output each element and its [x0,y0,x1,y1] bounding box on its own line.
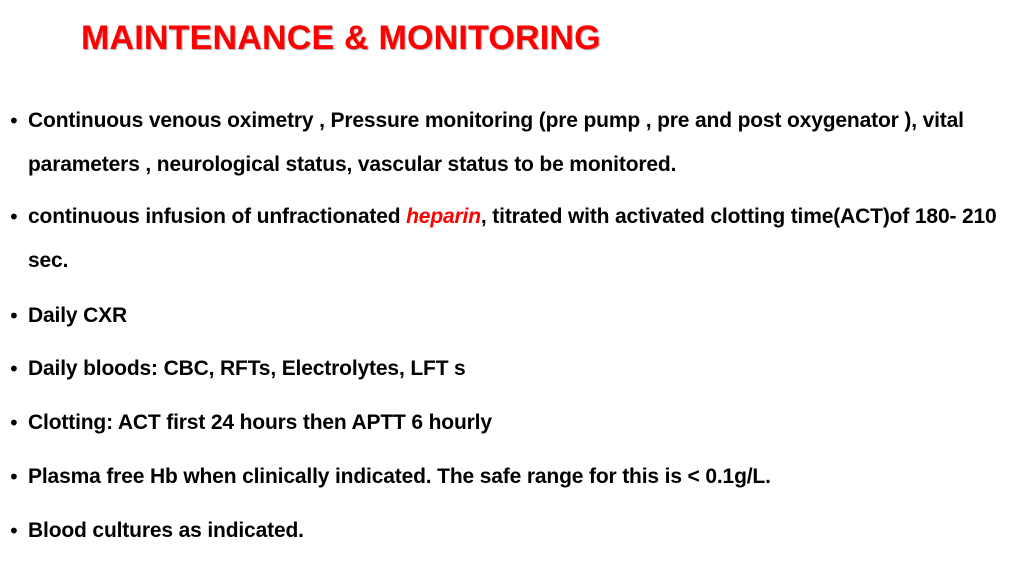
bullet-text: Continuous venous oximetry , Pressure monitoring (pre pump , pre and post oxygenator ), vital parameters , neurological status, vascular status to be monitored. [28,109,964,176]
bullet-dot-icon: • [8,357,20,381]
bullet-dot-icon: • [8,411,20,435]
bullet-text: Blood cultures as indicated. [28,519,304,542]
bullet-dot-icon: • [8,109,20,133]
bullet-text: Daily bloods: CBC, RFTs, Electrolytes, LFT s [28,357,466,380]
bullet-text: Clotting: ACT first 24 hours then APTT 6 hourly [28,411,492,434]
slide-title: MAINTENANCE & MONITORING [81,19,601,57]
bullet-dot-icon: • [8,205,20,229]
bullet-text: Plasma free Hb when clinically indicated. The safe range for this is < 0.1g/L. [28,465,771,488]
heparin-highlight: heparin [406,205,481,228]
bullet-text: Daily CXR [28,304,128,327]
bullet-dot-icon: • [8,465,20,489]
bullet-dot-icon: • [8,519,20,543]
bullet-text [28,195,1018,283]
bullet-text-before: continuous infusion of unfractionated [28,205,407,228]
bullet-text-after: , titrated with activated clotting time(ACT)of 180- 210 sec. [28,205,997,272]
bullet-dot-icon: • [8,304,20,328]
